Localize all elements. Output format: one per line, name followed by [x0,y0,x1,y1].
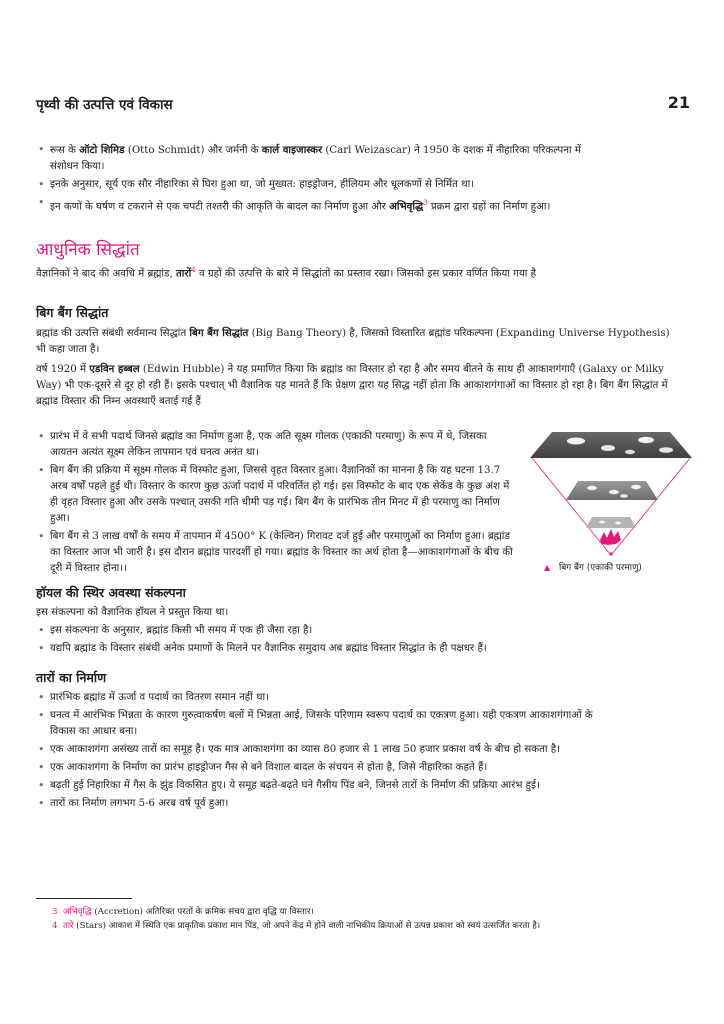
list-item: • यद्यपि ब्रह्मांड के विस्तार संबंधी अनेक प्रमाणों के मिलने पर वैज्ञानिक समुदाय अब ब्रह्मांड विस्तार सिद्धांत के ही पक्षधर हैं। [36,641,680,657]
intro-bullet-list [36,142,596,217]
section-heading-stars: तारों का निर्माण [36,670,107,685]
stars-bullet-list [36,690,606,814]
burst-icon [600,529,621,545]
list-item: • इनके अनुसार, सूर्य एक सौर नीहारिका से घिरा हुआ था, जो मुख्यत: हाइड्रोजन, हीलियम और धूलकणों से निर्मित था। [36,177,596,193]
list-item: • बिग बैंग की प्रक्रिया में सूक्ष्म गोलक में विस्फोट हुआ, जिससे वृहत विस्तार हुआ। वैज्ञानिकों का मानना है कि यह घटना 13.7 अरब वर्षों पहले हुई थी। विस्तार के कारण कुछ ऊर्जा पदार्थ में परिवर्तित हो गई। इस विस्फोट के बाद एक सेकेंड के कुछ अंश में ही वृहत विस्तार हुआ और उसके पश्चात् उसकी गति धीमी पड़ गई। बिग बैंग के प्रारंभिक तीन मिनट में ही परमाणु का निर्माण हुआ। [36,463,514,527]
section-heading-hoyle: हॉयल की स्थिर अवस्था संकल्पना [36,585,186,600]
footnote-3: 3 अभिवृद्धि (Accretion) अतिरिक्त परतों के क्रमिक संचय द्वारा वृद्धि या विस्तार। [52,907,314,917]
bigbang-paragraph-2: वर्ष 1920 में एडविन हब्बल (Edwin Hubble) ने यह प्रमाणित किया कि ब्रह्मांड का विस्तार हो रहा है और समय बीतने के साथ ही आकाशगंगाएँ (Galaxy or Milky Way) भी एक-दूसरे से दूर हो रही हैं। इसके पश्चात् भी वैज्ञानिक यह मानते हैं कि प्रेक्षण द्वारा यह सिद्ध नहीं होता कि आकाशगंगाओं का विस्तार हो रहा है। बिग बैंग सिद्धांत में ब्रह्मांड विस्तार की निम्न अवस्थाएँ बताई गई हैं [36,363,668,407]
section-heading-bigbang: बिग बैंग सिद्धांत [36,305,109,320]
list-item: • प्रारंभ में वे सभी पदार्थ जिनसे ब्रह्मांड का निर्माण हुआ है, एक अति सूक्ष्म गोलक (एकाकी परमाणु) के रूप में थे, जिसका आयतन अत्यंत सूक्ष्म लेकिन तापमान एवं घनत्व अनंत था। [36,429,514,461]
footnote-divider [36,898,132,899]
bigbang-paragraph-1: ब्रह्मांड की उत्पत्ति संबंधी सर्वमान्य सिद्धांत बिग बैंग सिद्धांत (Big Bang Theory) है, जिसको विस्तारित ब्रह्मांड परिकल्पना (Expanding Universe Hypothesis) भी कहा जाता है। [36,327,670,355]
section-heading-modern: आधुनिक सिद्धांत [36,240,140,260]
figure-caption: ▲ बिग बैंग (एकाकी परमाणु) [544,563,642,573]
footnote-4: 4 तारे (Stars) आकाश में स्थिति एक प्राकृतिक प्रकाश मान पिंड, जो अपने केंद्र में होने वाली नाभिकीय क्रियाओं से उत्पन्न प्रकाश को स्वयं उत्सर्जित करता है। [52,921,541,931]
list-item: • रूस के ऑटो शिमिड (Otto Schmidt) और जर्मनी के कार्ल वाइजास्कर (Carl Weizascar) ने 1950 के दशक में नीहारिका परिकल्पना में संशोधन किया। [36,142,596,175]
list-item: • एक आकाशगंगा असंख्य तारों का समूह है। एक मात्र आकाशगंगा का व्यास 80 हजार से 1 लाख 50 हजार प्रकाश वर्ष के बीच हो सकता है। [36,742,606,758]
hoyle-bullet-list [36,623,680,659]
bigbang-bullet-list [36,429,514,579]
list-item: • इन कणों के घर्षण व टकराने से एक चपटी तश्तरी की आकृति के बादल का निर्माण हुआ और अभिवृद्धि$^3$ प्रक्रम द्वारा ग्रहों का निर्माण हुआ। [36,195,596,215]
list-item: • तारों का निर्माण लगभग 5-6 अरब वर्ष पूर्व हुआ। [36,796,606,812]
expansion-plane-large [530,432,692,458]
singularity-point [609,552,612,555]
list-item: • एक आकाशगंगा के निर्माण का प्रारंभ हाइड्रोजन गैस से बने विशाल बादल के संचयन से होता है, जिसे नीहारिका कहते हैं। [36,760,606,776]
chapter-title: पृथ्वी की उत्पत्ति एवं विकास [36,97,173,113]
list-item: • बिग बैंग से 3 लाख वर्षों के समय में तापमान में 4500° K (केल्विन) गिरावट दर्ज हुई और परमाणुओं का निर्माण हुआ। ब्रह्मांड का विस्तार आज भी जारी है। इस दौरान ब्रह्मांड पारदर्शी हो गया। ब्रह्मांड के विस्तार का अर्थ होता है—आकाशगंगाओं के बीच की दूरी में विस्तार होना।। [36,529,514,577]
big-bang-figure [526,428,696,564]
expansion-plane-small [586,517,636,528]
list-item: • प्रारंभिक ब्रह्मांड में ऊर्जा व पदार्थ का वितरण समान नहीं था। [36,690,606,706]
list-item: • बढ़ती हुई निहारिका में गैस के झुंड विकसित हुए। ये समूह बढ़ते-बढ़ते घने गैसीय पिंड बने, जिनसे तारों के निर्माण की प्रक्रिया आरंभ हुई। [36,778,606,794]
list-item: • इस संकल्पना के अनुसार, ब्रह्मांड किसी भी समय में एक ही जैसा रहा है। [36,623,680,639]
list-item: • घनत्व में आरंभिक भिन्नता के कारण गुरुत्वाकर्षण बलों में भिन्नता आई, जिसके परिणाम स्वरूप पदार्थ का एकत्रण हुआ। यही एकत्रण आकाशगंगाओं के विकास का आधार बना। [36,708,606,740]
triangle-marker-icon: ▲ [544,563,551,572]
modern-paragraph: वैज्ञानिकों ने बाद की अवधि में ब्रह्मांड, तारों$^4$ व ग्रहों की उत्पत्ति के बारे में सिद्धांतों का प्रस्ताव रखा। जिसको इस प्रकार वर्णित किया गया है [36,266,537,280]
hoyle-paragraph: इस संकल्पना को वैज्ञानिक हॉयल ने प्रस्तुत किया था। [36,607,229,618]
page-number: 21 [667,93,690,112]
